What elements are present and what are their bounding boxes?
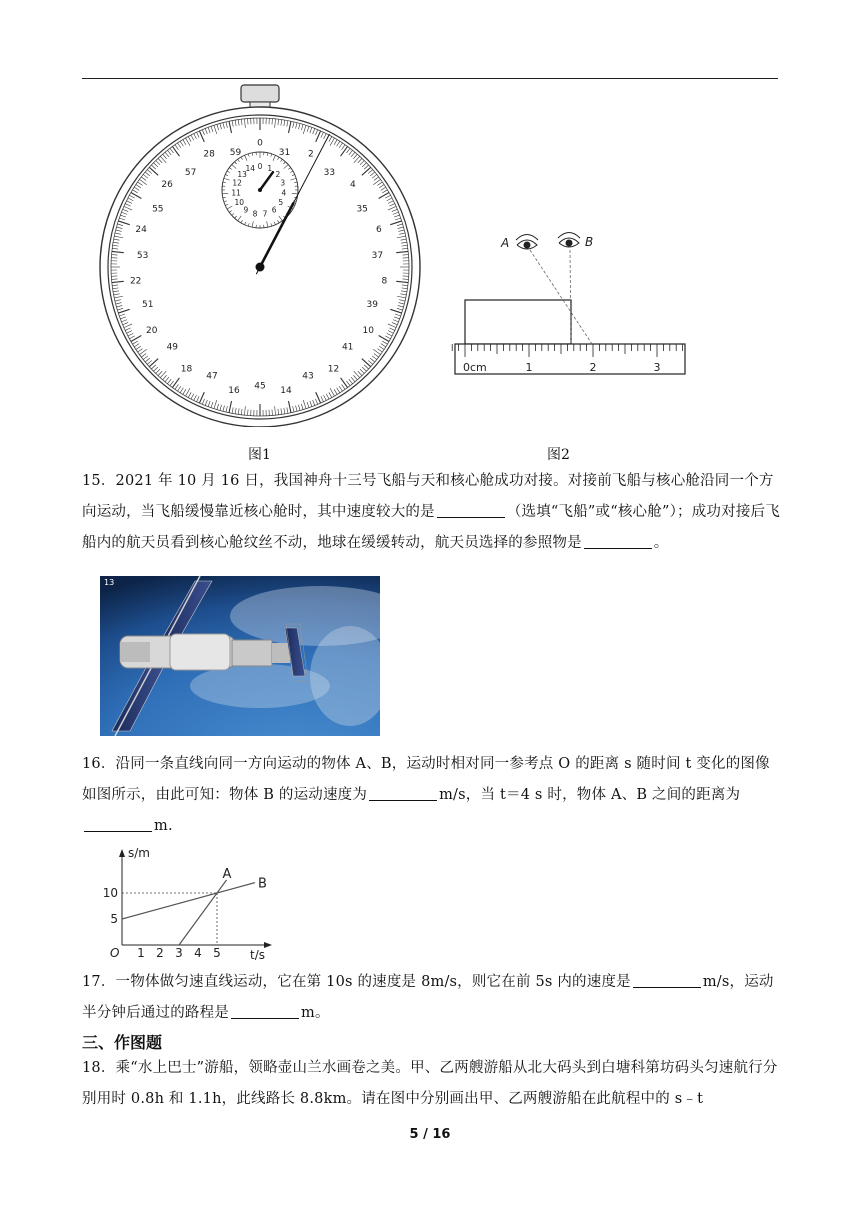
dial-number: 16 [228, 385, 240, 396]
x-tick-label: 4 [194, 946, 202, 960]
eye-b-label: B [585, 235, 594, 249]
dial-number: 12 [327, 364, 340, 375]
series-line-a [179, 880, 227, 945]
photo-number-label: 13 [104, 578, 115, 587]
crown [241, 85, 279, 102]
dial-number: 4 [350, 179, 356, 190]
subdial-number: 13 [237, 169, 247, 179]
subdial-number: 12 [232, 178, 242, 188]
y-tick-label: 10 [102, 886, 118, 900]
subdial-number: 6 [271, 205, 277, 215]
fig2-caption: 图2 [547, 447, 570, 463]
y-tick-label: 5 [110, 912, 118, 926]
subdial-number: 11 [231, 188, 241, 198]
answer-blank[interactable] [369, 786, 437, 801]
subdial-number: 5 [278, 198, 284, 207]
x-axis-arrow [264, 942, 272, 948]
series-label-a: A [222, 867, 232, 882]
answer-blank[interactable] [231, 1004, 299, 1019]
eye-b-pupil [566, 240, 573, 247]
answer-blank[interactable] [584, 534, 652, 549]
eye-a-pupil [524, 242, 531, 249]
dial-number: 6 [376, 224, 382, 235]
subdial-pivot [258, 188, 262, 192]
page-number: 5 / 16 [409, 1127, 451, 1142]
stopwatch-figure [98, 82, 423, 427]
dial-number: 28 [203, 149, 215, 160]
dial-number: 20 [146, 326, 158, 336]
dial-number: 8 [381, 276, 388, 287]
dial-number: 39 [366, 299, 378, 310]
dial-number: 51 [142, 299, 154, 310]
dial-number: 59 [229, 148, 242, 159]
center-pivot [256, 263, 265, 272]
dial-number: 37 [371, 251, 384, 262]
dial-number: 55 [152, 204, 164, 215]
subdial-number: 1 [267, 164, 273, 174]
subdial-number: 9 [243, 205, 249, 215]
answer-blank[interactable] [84, 817, 152, 832]
dial-number: 2 [307, 149, 314, 160]
subdial-number: 0 [257, 162, 263, 171]
dial-number: 45 [254, 381, 266, 392]
subdial-number: 3 [280, 178, 286, 188]
answer-blank[interactable] [437, 503, 505, 518]
dial-number: 31 [278, 148, 291, 159]
header-rule [82, 78, 778, 79]
x-tick-label: 5 [213, 946, 221, 960]
subdial-number: 14 [245, 164, 256, 174]
x-axis-label: t/s [250, 948, 265, 960]
subdial-number: 7 [262, 209, 268, 219]
fig1-caption: 图1 [248, 447, 271, 463]
question-16: 16．沿同一条直线向同一方向运动的物体 A、B，运动时相对同一参考点 O 的距离 s 随时间 t 变化的图像如图所示，由此可知：物体 B 的运动速度为 m/s，当 t＝4 s 时，物体 A、B 之间的距离为m. [82, 756, 770, 834]
measured-block [465, 300, 571, 344]
x-tick-label: 3 [175, 946, 183, 960]
eye-b-brow [558, 233, 580, 239]
ruler-label: 1 [525, 361, 533, 374]
answer-blank[interactable] [633, 973, 701, 988]
dial-number: 10 [362, 326, 374, 336]
eye-a-brow [516, 235, 538, 241]
dial-number: 49 [166, 342, 179, 353]
question-17: 17．一物体做匀速直线运动，它在第 10s 的速度是 8m/s，则它在前 5s 内的速度是 m/s，运动半分钟后通过的路程是 m。 [82, 974, 774, 1021]
dial-number: 26 [161, 179, 173, 190]
dial-number: 22 [129, 276, 142, 287]
dial-number: 43 [302, 371, 314, 382]
dial-number: 47 [206, 371, 218, 382]
dial-number: 53 [136, 251, 149, 262]
eye-a-label: A [501, 236, 510, 250]
ruler-label: 2 [589, 361, 597, 374]
dial-number: 18 [180, 364, 193, 375]
series-label-b: B [258, 876, 267, 892]
dial-number: 24 [135, 224, 147, 235]
question-18: 18．乘“水上巴士”游船，领略壶山兰水画卷之美。甲、乙两艘游船从北大码头到白塘科第坊码头匀速航行分别用时 0.8h 和 1.1h，此线路长 8.8km。请在图中分别画出甲、乙两艘游船在此航程中的 s﹣t [82, 1060, 778, 1107]
s-t-graph [100, 845, 275, 960]
dial-number: 41 [341, 342, 354, 353]
ruler-label: 0cm [463, 361, 487, 374]
subdial-number: 10 [234, 198, 244, 207]
subdial-number: 2 [275, 169, 281, 179]
subdial-number: 8 [252, 209, 258, 219]
section-heading: 三、作图题 [82, 1033, 163, 1052]
origin-label: O [110, 946, 120, 960]
ruler-figure [445, 225, 690, 380]
subdial-number: 4 [281, 188, 287, 198]
y-axis-label: s/m [128, 846, 150, 860]
question-15: 15．2021 年 10 月 16 日，我国神舟十三号飞船与天和核心舱成功对接。对接前飞船与核心舱沿同一个方向运动，当飞船缓慢靠近核心舱时，其中速度较大的是 （选填“飞船”或“核心舱”）；成功对接后飞船内的航天员看到核心舱纹丝不动，地球在缓缓转动，航天员选择的参照物是 。 [82, 473, 780, 551]
dial-number: 0 [257, 138, 263, 149]
y-axis-arrow [119, 849, 125, 857]
series-line-b [122, 883, 255, 919]
x-tick-label: 2 [156, 946, 164, 960]
ruler-label: 3 [653, 361, 661, 374]
dial-number: 33 [323, 168, 336, 179]
space-station-photo [100, 576, 380, 736]
x-tick-label: 1 [137, 946, 145, 960]
dial-number: 14 [280, 385, 292, 396]
dial-number: 35 [356, 204, 368, 215]
dial-number: 57 [184, 168, 197, 179]
